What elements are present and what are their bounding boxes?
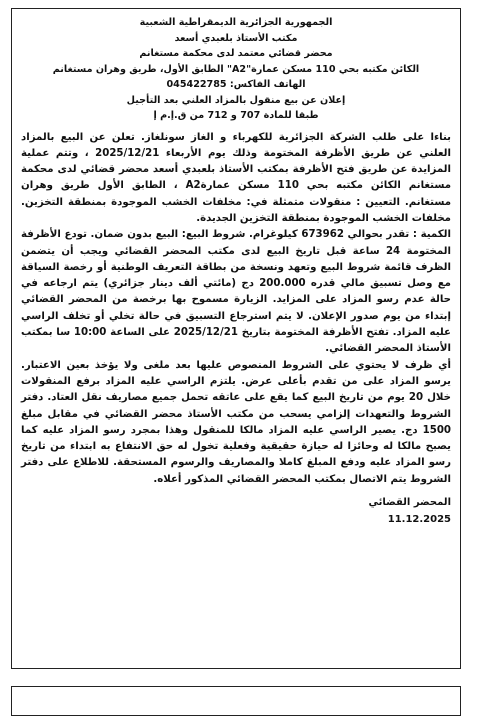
republic-name: الجمهورية الجزائرية الديمقراطية الشعبية (139, 17, 333, 28)
paragraph-3: أي ظرف لا يحتوي على الشروط المنصوص عليها بعد ملغى ولا يؤخذ بعين الاعتبار. يرسو المزاد على من تقدم بأعلى عرض. يلتزم الراسي عليه المزاد برفع المنقولات خلال 20 يوم من تاريخ البيع كما يقع على عاتقه تحمل جميع مصاريف نقل العتاد. دفتر الشروط والتعهدات إلزامي يسحب من مكتب الأستاذ محضر القضائي في مقابل مبلغ 1500 دج. يصير الراسي عليه المزاد مالكا للمنقول وهذا بمجرد رسو المزاد عليه كما يصبح مالكا له وحائزا له حيازة حقيقية وفعلية تخول له حق الانتفاع به ابتداء من تاريخ رسو المزاد عليه ودفع المبلغ كاملا والمصاريف والرسوم المستحقة. للاطلاع على دفتر الشروط يتم الاتصال بمكتب المحضر القضائي المذكور أعلاه. (21, 359, 451, 485)
court-line: محضر قضائي معتمد لدى محكمة مستغانم (139, 48, 333, 59)
signature-role: المحضر القضائي (368, 497, 451, 509)
paragraph-1: بناءا على طلب الشركة الجزائرية للكهرباء و الغاز سونلغاز. تعلن عن البيع بالمزاد العلني عن طريق الأظرفة المختومة وذلك يوم الأربعاء 2025/12/21 ، وتتم عملية المزايدة عن طريق فتح الأظرفة بمكتب الأستاذ بلعبدي أسعد محضر قضائي لدى محكمة مستغانم الكائن مكتبه بحي 110 مسكن عمارةA2 ، الطابق الأول طريق وهران مستغانم. التعيين : منقولات متمثلة في: مخلفات الخشب الموجودة بمنطقة التخزين. مخلفات الخشب الموجودة بمنطقة التخزين الجديدة. (21, 131, 452, 224)
notice-header (21, 15, 451, 124)
legal-reference: طبقا للمادة 707 و 712 من ق.إ.م إ (153, 110, 319, 121)
signature-date: 11.12.2025 (387, 514, 451, 526)
office-name: مكتب الأستاذ بلعبدي أسعد (174, 32, 298, 44)
fax-line: الهاتف الفاكس: 045422785 (166, 79, 306, 90)
paragraph-2: الكمية : تقدر بحوالي 673962 كيلوغرام. شروط البيع: البيع بدون ضمان. تودع الأظرفة المختومة 24 ساعة قبل تاريخ البيع لدى مكتب المحضر القضائي ويجب أن يتضمن الظرف قائمة شروط البيع وتعهد ونسخة من بطاقة التعريف الوطنية أو رخصة السياقة مع وصل تسبيق مالي قدره 200.000 دج (مائتي ألف دينار جزائري) يتم ارجاعه في حالة عدم رسو المزاد على المزايد. الزيارة مسموح بها برخصة من المحضر القضائي إبتداء من يوم صدور الإعلان. لا يتم استرجاع التسبيق في حالة تخلي أو تخلف الراسي عليه المزاد. تفتح الأظرفة المختومة بتاريخ 2025/12/21 على الساعة 10:00 سا بمكتب الأستاذ المحضر القضائي. (21, 229, 451, 355)
notice-frame (11, 8, 461, 669)
address-line: الكائن مكتبه بحي 110 مسكن عمارة"A2" الطابق الأول، طريق وهران مستغانم (52, 63, 420, 75)
notice-body (21, 130, 451, 489)
notice-title: إعلان عن بيع منقول بالمزاد العلني بعد التأجيل (126, 94, 346, 106)
signature-block (21, 494, 451, 528)
next-notice-frame (11, 686, 461, 716)
